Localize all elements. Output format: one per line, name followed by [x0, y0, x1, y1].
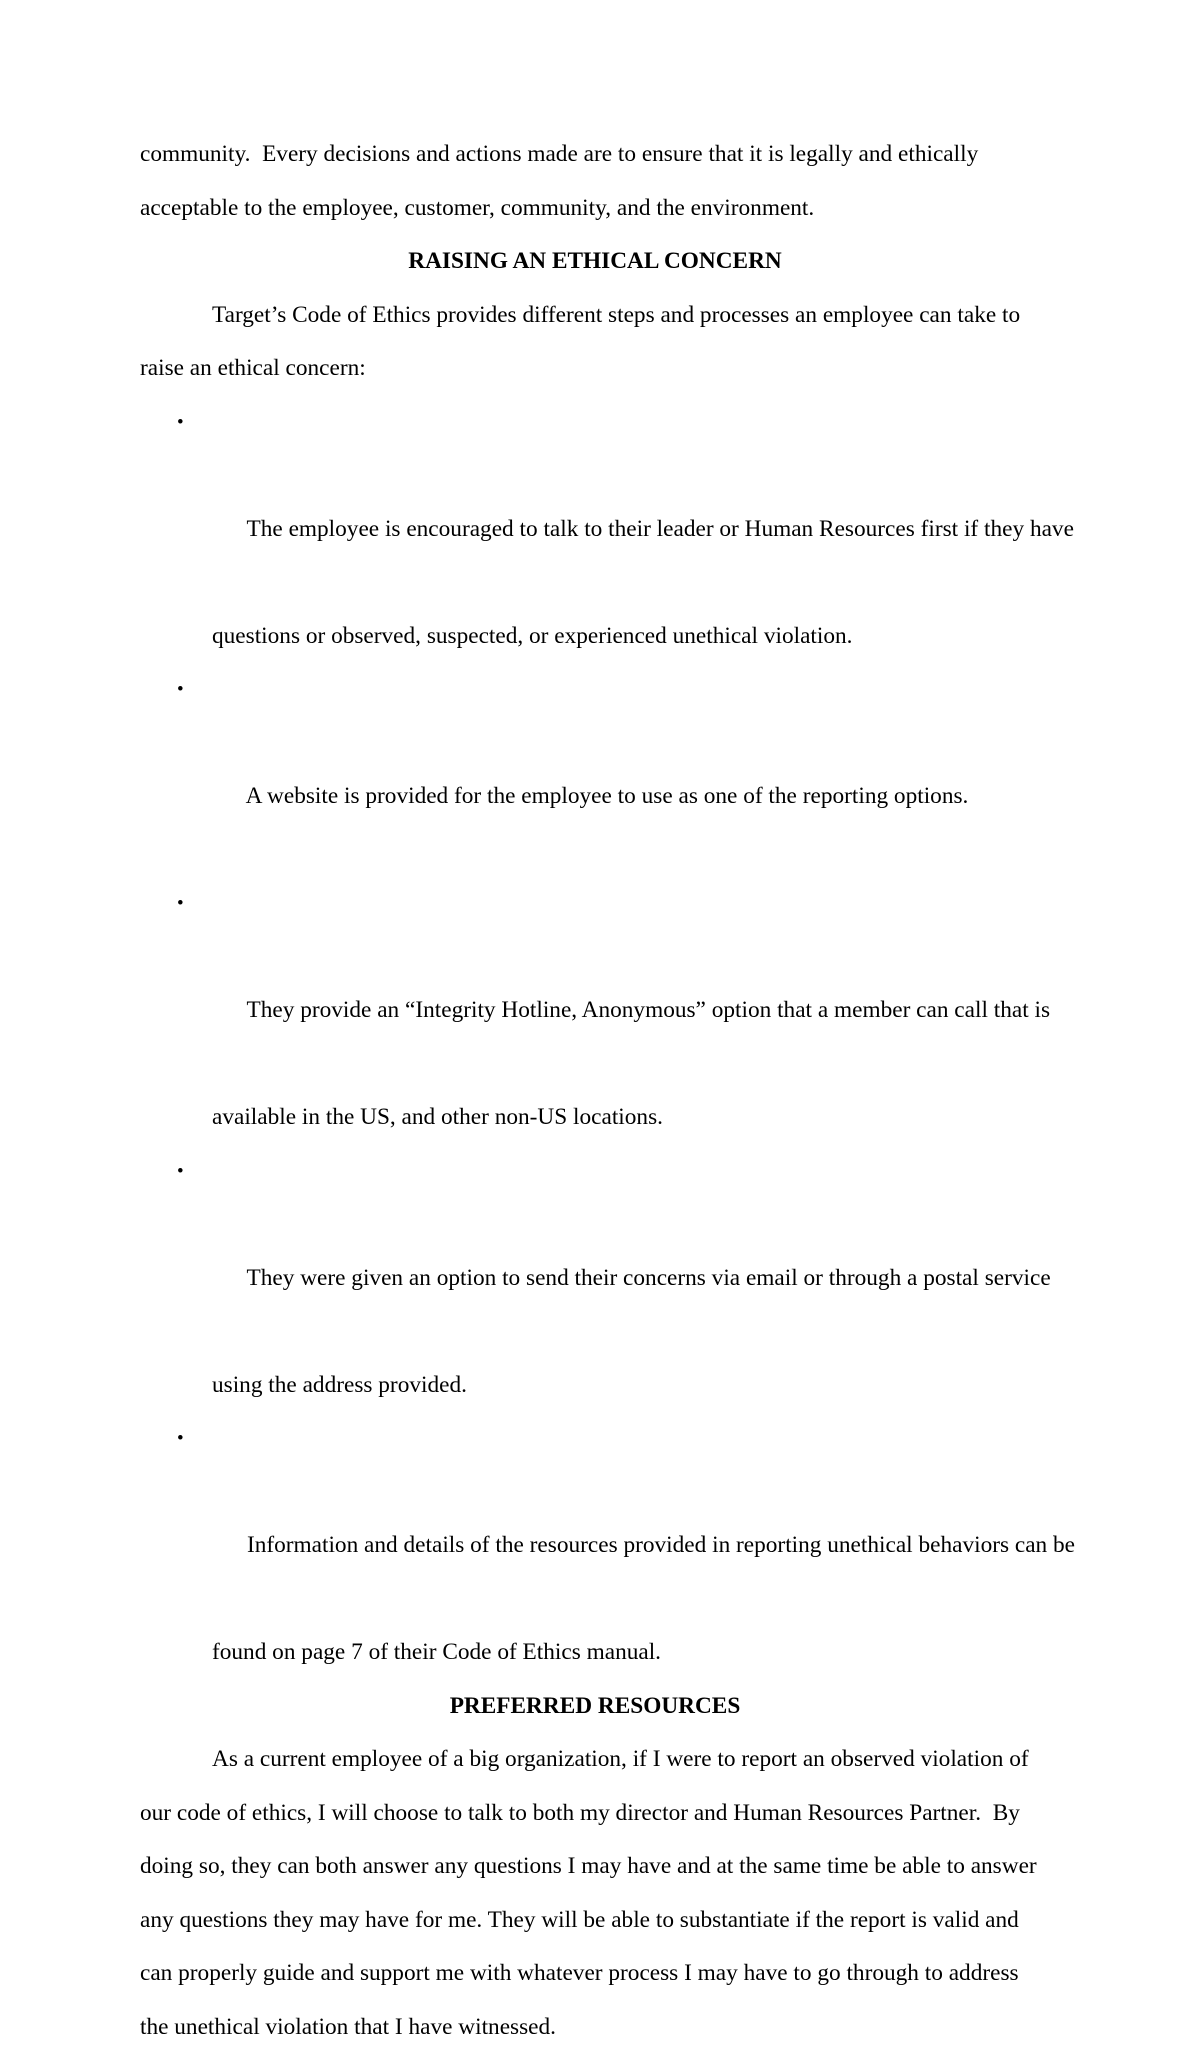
list-item-text: The employee is encouraged to talk to their leader or Human Resources first if they have — [247, 516, 1074, 542]
list-item — [140, 396, 1050, 610]
body-line: can properly guide and support me with whatever process I may have to go through to address — [140, 1947, 1050, 2001]
bullet-icon: • — [177, 877, 184, 931]
body-line: our code of ethics, I will choose to talk to both my director and Human Resources Partner. By — [140, 1787, 1050, 1841]
list-item-text: Information and details of the resources provided in reporting unethical behaviors can be — [247, 1532, 1075, 1558]
list-item-continuation: available in the US, and other non-US locations. — [140, 1091, 1050, 1145]
list-item — [140, 1412, 1050, 1626]
body-line: acceptable to the employee, customer, community, and the environment. — [140, 182, 1050, 236]
list-item-text: They were given an option to send their concerns via email or through a postal service — [247, 1265, 1051, 1291]
list-item-continuation: questions or observed, suspected, or experienced unethical violation. — [140, 610, 1050, 664]
bullet-icon: • — [177, 1145, 184, 1199]
body-line: Target’s Code of Ethics provides different steps and processes an employee can take to — [140, 289, 1050, 343]
section-heading-raising: RAISING AN ETHICAL CONCERN — [140, 235, 1050, 289]
bullet-icon: • — [177, 1412, 184, 1466]
list-item-text: A website is provided for the employee to use as one of the reporting options. — [246, 783, 969, 809]
body-line: any questions they may have for me. They will be able to substantiate if the report is valid and — [140, 1894, 1050, 1948]
body-line: community. Every decisions and actions made are to ensure that it is legally and ethically — [140, 128, 1050, 182]
body-line: raise an ethical concern: — [140, 342, 1050, 396]
body-line: As a current employee of a big organization, if I were to report an observed violation of — [140, 1733, 1050, 1787]
list-item-continuation: found on page 7 of their Code of Ethics manual. — [140, 1626, 1050, 1680]
section-heading-preferred: PREFERRED RESOURCES — [140, 1680, 1050, 1734]
list-item — [140, 1145, 1050, 1359]
document-content — [140, 128, 1050, 2054]
list-item-text: They provide an “Integrity Hotline, Anonymous” option that a member can call that is — [247, 997, 1051, 1023]
list-item-continuation: using the address provided. — [140, 1359, 1050, 1413]
bullet-icon: • — [177, 663, 184, 717]
body-line: the unethical violation that I have witnessed. — [140, 2001, 1050, 2054]
list-item — [140, 877, 1050, 1091]
bullet-icon: • — [177, 396, 184, 450]
list-item — [140, 663, 1050, 877]
body-line: doing so, they can both answer any questions I may have and at the same time be able to answer — [140, 1840, 1050, 1894]
